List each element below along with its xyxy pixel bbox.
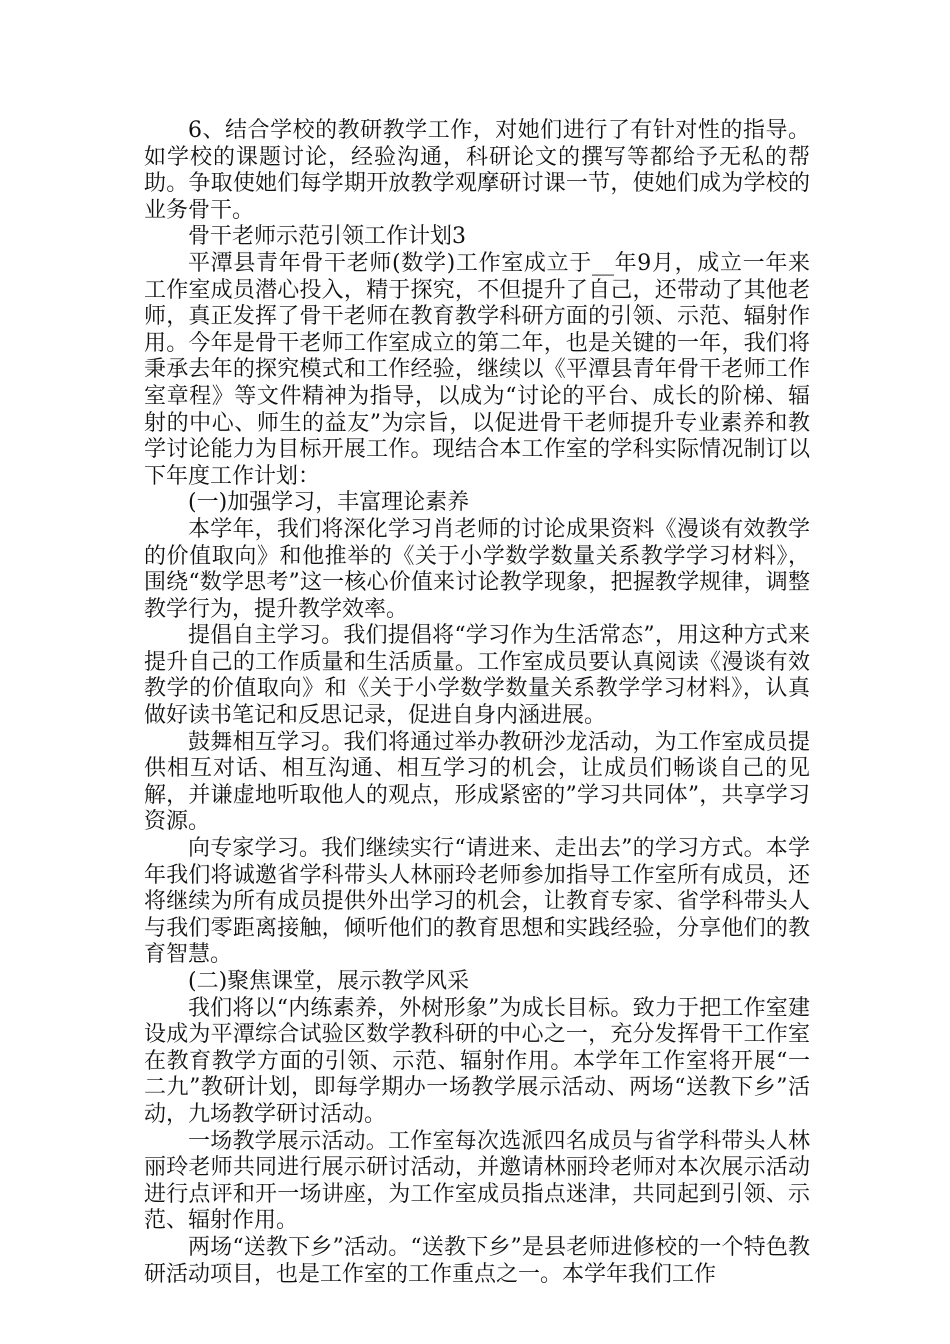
document-body bbox=[144, 118, 810, 1288]
paragraph-send-teaching: 两场“送教下乡”活动。“送教下乡”是县老师进修校的一个特色教研活动项目，也是工作室的工作重点之一。本学年我们工作 bbox=[144, 1234, 810, 1287]
paragraph-guidance: 6、结合学校的教研教学工作，对她们进行了有针对性的指导。如学校的课题讨论，经验沟通，科研论文的撰写等都给予无私的帮助。争取使她们每学期开放教学观摩研讨课一节，使她们成为学校的业务骨干。 bbox=[144, 118, 810, 223]
paragraph-teaching-showcase: 一场教学展示活动。工作室每次选派四名成员与省学科带头人林丽玲老师共同进行展示研讨活动，并邀请林丽玲老师对本次展示活动进行点评和开一场讲座，为工作室成员指点迷津，共同起到引领、示范、辐射作用。 bbox=[144, 1128, 810, 1234]
paragraph-studio-intro: 平潭县青年骨干老师(数学)工作室成立于__年9月，成立一年来工作室成员潜心投入，精于探究，不但提升了自己，还带动了其他老师，真正发挥了骨干老师在教育教学科研方面的引领、示范、辐射作用。今年是骨干老师工作室成立的第二年，也是关键的一年，我们将秉承去年的探究模式和工作经验，继续以《平潭县青年骨干老师工作室章程》等文件精神为指导，以成为“讨论的平台、成长的阶梯、辐射的中心、师生的益友”为宗旨，以促进骨干老师提升专业素养和教学讨论能力为目标开展工作。现结合本工作室的学科实际情况制订以下年度工作计划： bbox=[144, 250, 810, 489]
paragraph-deep-study: 本学年，我们将深化学习肖老师的讨论成果资料《漫谈有效教学的价值取向》和他推举的《关于小学数学数量关系教学学习材料》，围绕“数学思考”这一核心价值来讨论教学现象，把握教学规律，调整教学行为，提升教学效率。 bbox=[144, 516, 810, 622]
heading-focus-classroom: (二)聚焦课堂，展示教学风采 bbox=[188, 969, 470, 994]
paragraph-self-study: 提倡自主学习。我们提倡将“学习作为生活常态”，用这种方式来提升自己的工作质量和生活质量。工作室成员要认真阅读《漫谈有效教学的价值取向》和《关于小学数学数量关系教学学习材料》，认真做好读书笔记和反思记录，促进自身内涵进展。 bbox=[144, 623, 810, 729]
paragraph-expert-learning: 向专家学习。我们继续实行“请进来、走出去”的学习方式。本学年我们将诚邀省学科带头人林丽玲老师参加指导工作室所有成员，还将继续为所有成员提供外出学习的机会，让教育专家、省学科带头人与我们零距离接触，倾听他们的教育思想和实践经验，分享他们的教育智慧。 bbox=[144, 836, 810, 968]
heading-strengthen-learning: (一)加强学习，丰富理论素养 bbox=[188, 490, 470, 516]
paragraph-mutual-learning: 鼓舞相互学习。我们将通过举办教研沙龙活动，为工作室成员提供相互对话、相互沟通、相互学习的机会，让成员们畅谈自己的见解，并谦虚地听取他人的观点，形成紧密的”学习共同体”，共享学习资源。 bbox=[144, 729, 810, 835]
paragraph-growth-goal: 我们将以“内练素养，外树形象”为成长目标。致力于把工作室建设成为平潭综合试验区数学教科研的中心之一，充分发挥骨干工作室在教育教学方面的引领、示范、辐射作用。本学年工作室将开展“一二九”教研计划，即每学期办一场教学展示活动、两场“送教下乡”活动，九场教学研讨活动。 bbox=[144, 995, 810, 1127]
section-title-plan-3: 骨干老师示范引领工作计划3 bbox=[188, 224, 466, 250]
